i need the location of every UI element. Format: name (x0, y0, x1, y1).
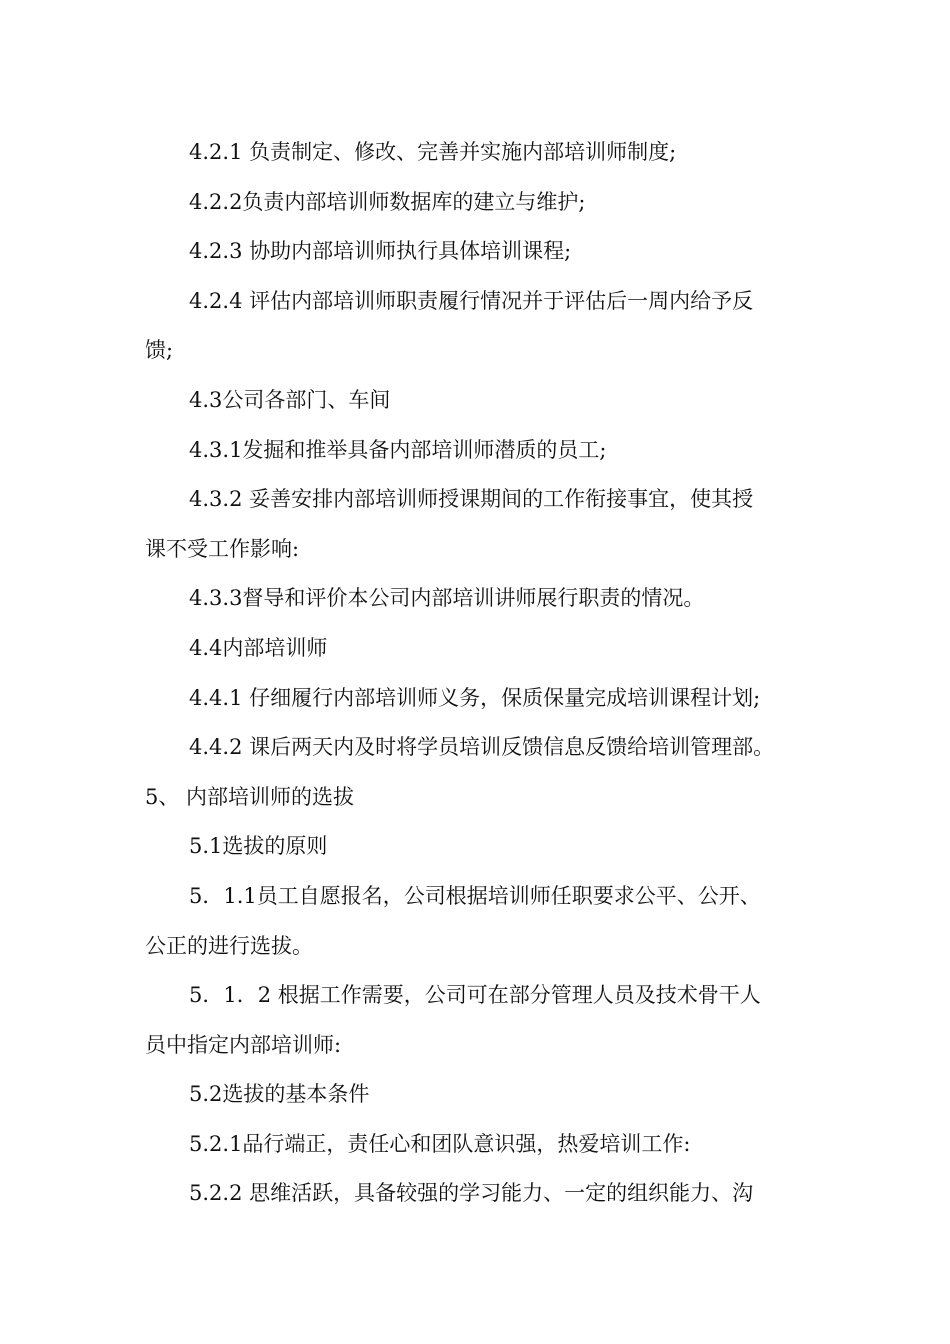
paragraph-line: 4.3.3督导和评价本公司内部培训讲师展行职责的情况。 (189, 586, 705, 611)
paragraph-line: 4.3.1发掘和推举具备内部培训师潜质的员工; (189, 437, 607, 462)
paragraph-line: 4.4.1 仔细履行内部培训师义务，保质保量完成培训课程计划; (189, 685, 761, 710)
paragraph-line: 5.2.1品行端正，责任心和团队意识强，热爱培训工作: (189, 1131, 691, 1156)
section-heading: 4.4内部培训师 (189, 635, 328, 660)
paragraph-line: 4.2.2负责内部培训师数据库的建立与维护; (189, 189, 586, 214)
section-heading: 4.3公司各部门、车间 (189, 387, 391, 412)
paragraph-line: 4.4.2 课后两天内及时将学员培训反馈信息反馈给培训管理部。 (189, 735, 775, 760)
paragraph-line: 课不受工作影响: (145, 536, 300, 561)
chapter-heading: 5、 内部培训师的选拔 (145, 784, 355, 809)
paragraph-line: 4.2.4 评估内部培训师职责履行情况并于评估后一周内给予反 (189, 288, 754, 313)
paragraph-line: 4.3.2 妥善安排内部培训师授课期间的工作衔接事宜，使其授 (189, 487, 754, 512)
paragraph-line: 5．1.1员工自愿报名，公司根据培训师任职要求公平、公开、 (189, 883, 761, 908)
paragraph-line: 5.2.2 思维活跃，具备较强的学习能力、一定的组织能力、沟 (189, 1181, 754, 1206)
section-heading: 5.1选拔的原则 (189, 834, 328, 859)
paragraph-line: 员中指定内部培训师: (145, 1032, 342, 1057)
paragraph-line: 4.2.1 负责制定、修改、完善并实施内部培训师制度; (189, 140, 677, 164)
paragraph-line: 5．1．2 根据工作需要，公司可在部分管理人员及技术骨干人 (189, 983, 761, 1008)
paragraph-line: 4.2.3 协助内部培训师执行具体培训课程; (189, 239, 572, 264)
section-heading: 5.2选拔的基本条件 (189, 1082, 370, 1107)
document-body (145, 128, 810, 1219)
paragraph-line: 公正的进行选拔。 (145, 933, 313, 958)
paragraph-line: 馈; (145, 338, 174, 363)
